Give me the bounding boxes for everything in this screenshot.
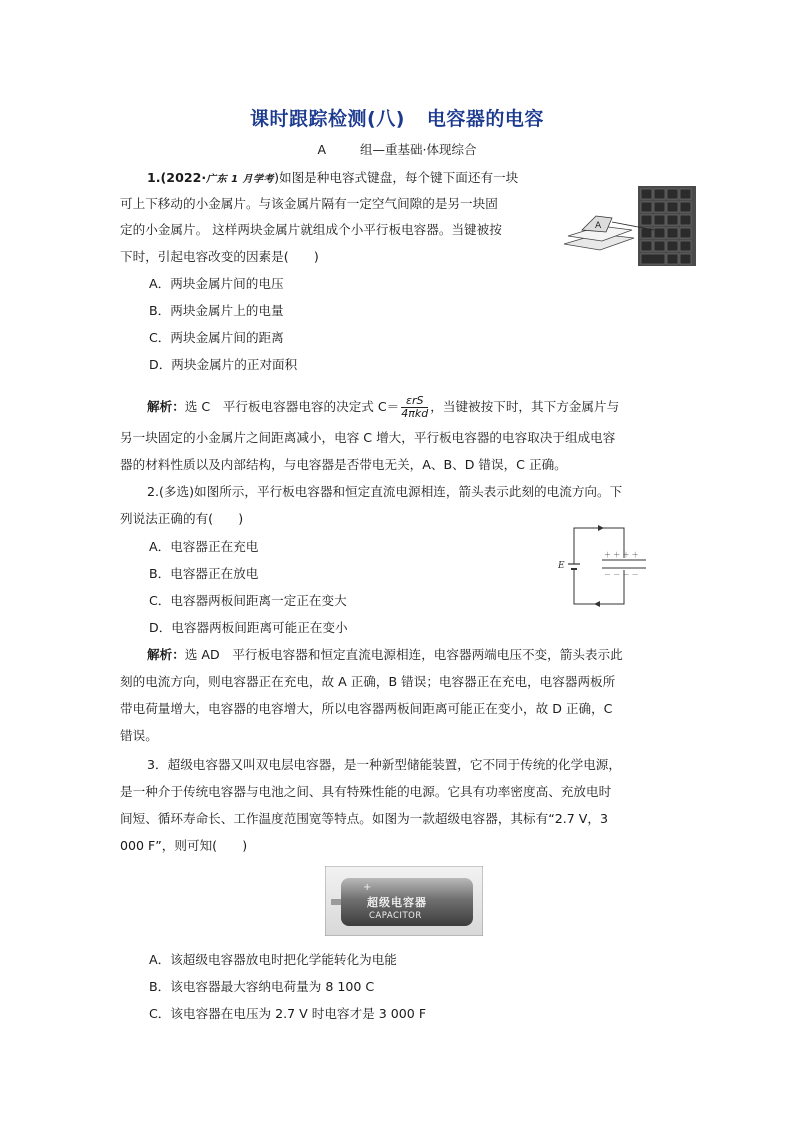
capacitor-label-en: CAPACITOR: [369, 911, 422, 921]
q1-line-2: 可上下移动的小金属片。与该金属片隔有一定空气间隙的是另一块固: [120, 196, 498, 211]
q1-analysis-line-2: 另一块固定的小金属片之间距离减小，电容 C 增大，平行板电容器的电容取决于组成电容: [120, 430, 616, 445]
capacitance-formula: $\frac{\text{εrS}}{\text{4πkd}}$: [401, 394, 429, 420]
keyboard-figure: [562, 186, 696, 268]
q1-line-4: 下时，引起电容改变的因素是( ): [120, 249, 319, 264]
q1-option-c: C．两块金属片间的距离: [149, 330, 284, 345]
q2-analysis-line-4: 错误。: [120, 728, 158, 743]
q3-option-a: A．该超级电容器放电时把化学能转化为电能: [149, 952, 397, 967]
capacitor-plus-mark: +: [363, 882, 372, 893]
q1-option-a: A．两块金属片间的电压: [149, 276, 284, 291]
q3-option-c: C．该电容器在电压为 2.7 V 时电容才是 3 000 F: [149, 1006, 427, 1021]
q2-analysis-line-3: 带电荷量增大，电容器的电容增大，所以电容器两板间距离可能正在变小，故 D 正确，C: [120, 701, 613, 716]
section-heading: [0, 140, 794, 158]
q3-line-3: 间短、循环寿命长、工作温度范围宽等特点。如图为一款超级电容器，其标有“2.7 V，3: [120, 811, 608, 826]
q3-line-1: 3．超级电容器又叫双电层电容器，是一种新型储能装置，它不同于传统的化学电源，: [147, 757, 621, 772]
section-label: 组—重基础·体现综合: [360, 142, 477, 157]
title-part-b: 电容器的电容: [426, 108, 544, 130]
capacitor-label-cn: 超级电容器: [367, 896, 427, 909]
page-title: [0, 104, 794, 131]
q3-option-b: B．该电容器最大容纳电荷量为 8 100 C: [149, 979, 375, 994]
q3-line-4: 000 F”，则可知( ): [120, 838, 248, 853]
current-arrow-bottom: [594, 601, 600, 607]
title-part-a: 课时跟踪检测(八): [250, 108, 405, 130]
q1-source: 广东 1 月学考: [206, 174, 275, 185]
supercapacitor-photo: [325, 866, 483, 936]
q1-line-3: 定的小金属片。 这样两块金属片就组成个小平行板电容器。当键被按: [120, 222, 502, 237]
circuit-figure: [558, 524, 658, 608]
plate-plus-signs: ＋ ＋ ＋ ＋: [604, 551, 639, 559]
source-label: E: [558, 561, 565, 571]
q2-line-1: 2.(多选)如图所示，平行板电容器和恒定直流电源相连，箭头表示此刻的电流方向。下: [147, 484, 623, 499]
capacitor-terminal: [331, 899, 341, 905]
q2-option-a: A．电容器正在充电: [149, 539, 259, 554]
current-arrow-top: [598, 525, 604, 531]
q1-option-b: B．两块金属片上的电量: [149, 303, 284, 318]
q2-option-d: D．电容器两板间距离可能正在变小: [149, 620, 348, 635]
q2-analysis-line-2: 刻的电流方向，则电容器正在充电，故 A 正确，B 错误；电容器正在充电，电容器两板所: [120, 674, 616, 689]
q1-option-d: D．两块金属片的正对面积: [149, 357, 298, 372]
q1-analysis-line-3: 器的材料性质以及内部结构，与电容器是否带电无关，A、B、D 错误，C 正确。: [120, 457, 567, 472]
q2-line-2: 列说法正确的有( ): [120, 511, 244, 526]
section-letter: A: [317, 142, 327, 157]
q3-line-2: 是一种介于传统电容器与电池之间、具有特殊性能的电源。它具有功率密度高、充放电时: [120, 784, 612, 799]
key-label: A: [595, 221, 602, 231]
q2-option-b: B．电容器正在放电: [149, 566, 259, 581]
q2-analysis-line-1: 解析：选 AD 平行板电容器和恒定直流电源相连，电容器两端电压不变，箭头表示此: [147, 647, 623, 662]
plate-minus-signs: － － － －: [604, 571, 639, 579]
q1-line-1: 1.(2022·广东 1 月学考)如图是种电容式键盘，每个键下面还有一块: [147, 170, 519, 185]
q1-analysis-line-1: 解析：选 C 平行板电容器电容的决定式 C＝ $\frac{\text{εrS}}{\text{4πkd}}$ ，当键被按下时，其下方金属片与: [147, 394, 620, 420]
q2-option-c: C．电容器两板间距离一定正在变大: [149, 593, 347, 608]
